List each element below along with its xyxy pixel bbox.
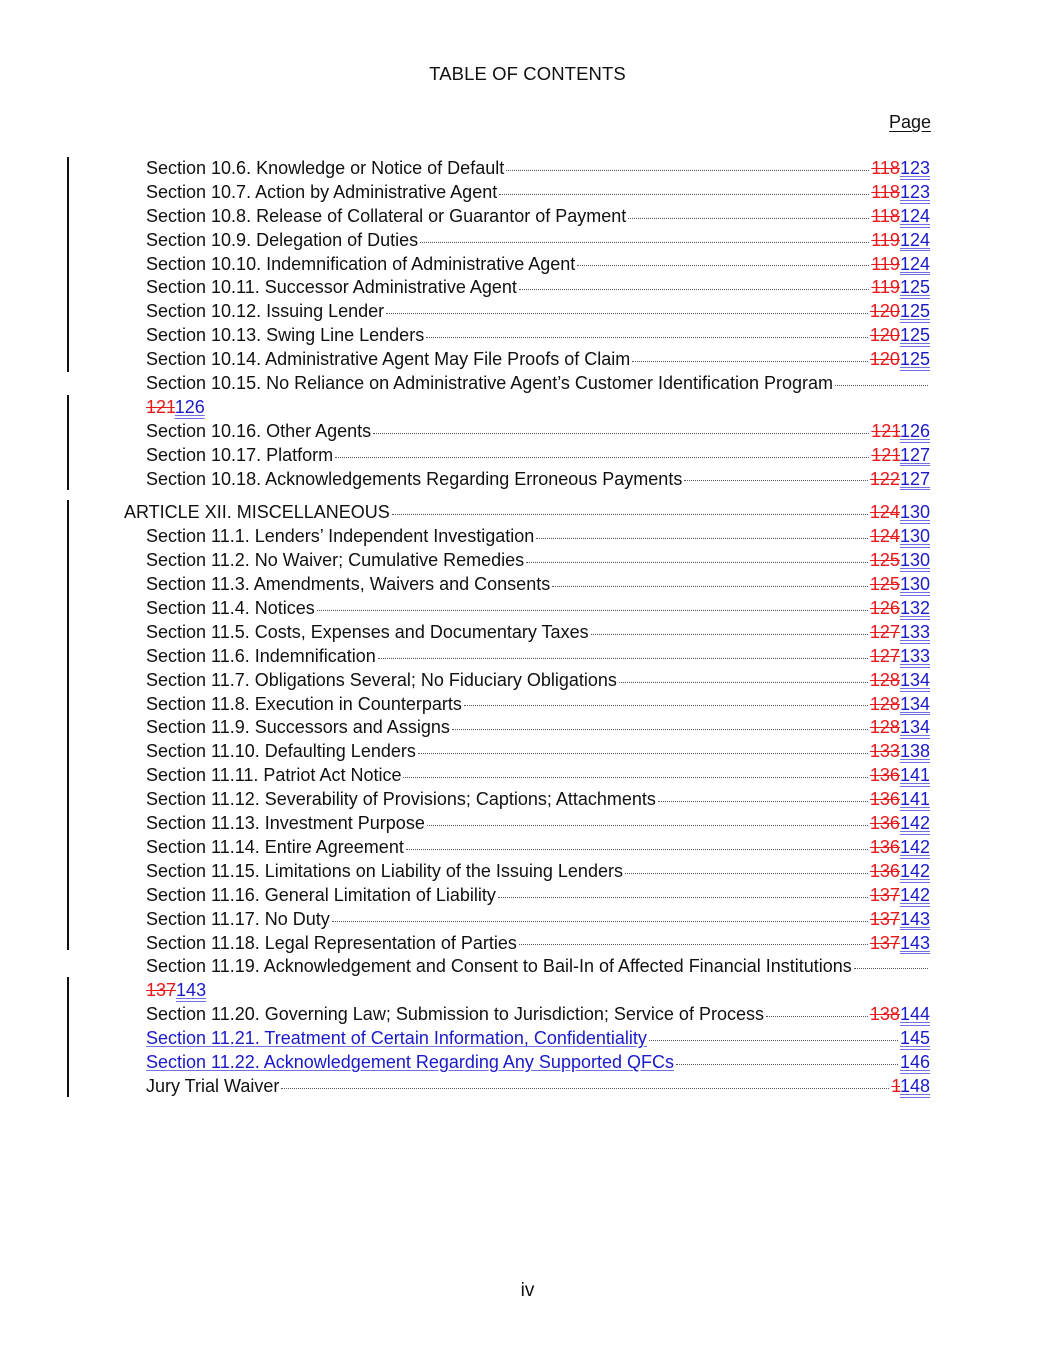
toc-section-entry[interactable] bbox=[0, 1003, 1055, 1027]
entry-label[interactable]: Section 11.8. Execution in Counterparts bbox=[146, 693, 462, 714]
dot-leader bbox=[591, 634, 868, 635]
inserted-page-number: 130 bbox=[899, 574, 930, 595]
dot-leader bbox=[332, 921, 868, 922]
entry-label[interactable]: Section 10.15. No Reliance on Administrative Agent’s Customer Identification Program bbox=[146, 373, 834, 394]
deleted-page-number: 119 bbox=[871, 229, 900, 250]
dot-leader bbox=[658, 801, 868, 802]
page-reference[interactable] bbox=[871, 276, 930, 300]
dot-leader bbox=[766, 1016, 868, 1017]
deleted-page-number: 120 bbox=[869, 301, 900, 322]
page-reference[interactable] bbox=[870, 549, 930, 573]
entry-label[interactable]: Section 10.11. Successor Administrative Agent bbox=[146, 277, 517, 298]
page-reference[interactable] bbox=[870, 597, 930, 621]
deleted-page-number: 137 bbox=[869, 884, 900, 905]
toc-section-entry[interactable] bbox=[0, 693, 1055, 717]
entry-label[interactable]: Section 11.15. Limitations on Liability of the Issuing Lenders bbox=[146, 860, 623, 881]
dot-leader bbox=[536, 538, 868, 539]
entry-label[interactable]: Section 11.9. Successors and Assigns bbox=[146, 717, 450, 738]
dot-leader bbox=[406, 849, 868, 850]
toc-section-entry[interactable] bbox=[0, 908, 1055, 932]
entry-label[interactable]: Section 10.6. Knowledge or Notice of Default bbox=[146, 158, 505, 178]
deleted-page-number: 137 bbox=[869, 908, 900, 929]
page-reference[interactable] bbox=[870, 1003, 930, 1027]
dot-leader bbox=[498, 897, 868, 898]
deleted-page-number: 1 bbox=[891, 1075, 900, 1096]
page-reference[interactable] bbox=[870, 300, 930, 324]
entry-label[interactable]: Section 11.5. Costs, Expenses and Documentary Taxes bbox=[146, 621, 589, 642]
inserted-page-number: 125 bbox=[899, 301, 930, 322]
page-reference[interactable] bbox=[870, 693, 930, 717]
page-reference[interactable] bbox=[870, 348, 930, 372]
entry-label[interactable]: Section 10.13. Swing Line Lenders bbox=[146, 325, 425, 346]
toc-section-entry[interactable] bbox=[0, 764, 1055, 788]
toc-section-entry[interactable] bbox=[0, 1075, 1055, 1099]
entry-label[interactable]: Section 10.7. Action by Administrative Agent bbox=[146, 181, 498, 202]
entry-label[interactable]: Section 11.17. No Duty bbox=[146, 908, 330, 929]
entry-label[interactable]: Section 10.16. Other Agents bbox=[146, 420, 372, 441]
page-reference[interactable] bbox=[870, 764, 930, 788]
dot-leader bbox=[317, 610, 868, 611]
entry-label[interactable]: Section 11.20. Governing Law; Submission to Jurisdiction; Service of Process bbox=[146, 1004, 764, 1025]
deleted-page-number: 118 bbox=[871, 205, 900, 226]
entry-label[interactable]: Section 10.18. Acknowledgements Regarding Erroneous Payments bbox=[146, 468, 683, 489]
dot-leader bbox=[418, 753, 868, 754]
deleted-page-number: 124 bbox=[869, 526, 900, 547]
entry-label[interactable]: Section 11.7. Obligations Several; No Fiduciary Obligations bbox=[146, 669, 617, 690]
dot-leader bbox=[506, 170, 869, 171]
deleted-page-number: 121 bbox=[871, 420, 900, 441]
page-reference[interactable] bbox=[870, 788, 930, 812]
toc-list bbox=[0, 157, 1055, 1099]
entry-label[interactable]: Section 11.6. Indemnification bbox=[146, 645, 376, 666]
entry-label[interactable]: Section 10.8. Release of Collateral or Guarantor of Payment bbox=[146, 205, 627, 226]
inserted-page-number: 134 bbox=[899, 669, 930, 690]
inserted-page-number: 142 bbox=[899, 860, 930, 881]
toc-section-entry[interactable] bbox=[0, 884, 1055, 908]
page-reference[interactable] bbox=[871, 444, 930, 468]
toc-wrapped-page-line[interactable] bbox=[0, 979, 1055, 1003]
deleted-page-number: 120 bbox=[869, 325, 900, 346]
deleted-page-number: 136 bbox=[869, 765, 900, 786]
inserted-page-number: 123 bbox=[899, 181, 930, 202]
inserted-page-number: 124 bbox=[899, 253, 930, 274]
deleted-page-number: 136 bbox=[869, 813, 900, 834]
toc-section-entry[interactable] bbox=[0, 348, 1055, 372]
dot-leader bbox=[335, 457, 869, 458]
toc-section-entry[interactable] bbox=[0, 597, 1055, 621]
inserted-page-number: 126 bbox=[174, 396, 205, 417]
entry-label[interactable]: Section 11.11. Patriot Act Notice bbox=[146, 765, 402, 786]
dot-leader bbox=[386, 313, 868, 314]
deleted-page-number: 118 bbox=[871, 181, 900, 202]
inserted-page-number: 123 bbox=[899, 158, 930, 178]
toc-section-entry[interactable] bbox=[0, 788, 1055, 812]
toc-wrapped-page-line[interactable] bbox=[0, 396, 1055, 420]
deleted-page-number: 128 bbox=[869, 693, 900, 714]
toc-section-entry[interactable] bbox=[0, 716, 1055, 740]
entry-label[interactable]: Section 11.18. Legal Representation of Parties bbox=[146, 932, 517, 953]
inserted-page-number: 125 bbox=[899, 277, 930, 298]
entry-label[interactable]: Section 10.9. Delegation of Duties bbox=[146, 229, 419, 250]
dot-leader bbox=[464, 705, 868, 706]
inserted-page-number: 126 bbox=[899, 420, 930, 441]
deleted-page-number: 125 bbox=[869, 574, 900, 595]
toc-section-entry[interactable] bbox=[0, 955, 1055, 979]
deleted-page-number: 133 bbox=[869, 741, 900, 762]
dot-leader bbox=[835, 385, 928, 386]
toc-section-entry[interactable] bbox=[0, 812, 1055, 836]
inserted-page-number: 144 bbox=[899, 1004, 930, 1025]
inserted-page-number: 143 bbox=[899, 908, 930, 929]
dot-leader bbox=[452, 729, 868, 730]
dot-leader bbox=[526, 562, 868, 563]
toc-section-entry[interactable] bbox=[0, 549, 1055, 573]
inserted-page-number: 148 bbox=[899, 1075, 930, 1096]
toc-section-entry[interactable] bbox=[0, 860, 1055, 884]
dot-leader bbox=[378, 658, 868, 659]
page-reference[interactable] bbox=[870, 932, 930, 956]
inserted-page-number: 142 bbox=[899, 813, 930, 834]
entry-label[interactable]: Section 11.2. No Waiver; Cumulative Remedies bbox=[146, 550, 525, 571]
toc-section-entry[interactable] bbox=[0, 468, 1055, 492]
deleted-page-number: 119 bbox=[871, 253, 900, 274]
toc-section-entry[interactable] bbox=[0, 157, 1055, 181]
inserted-page-number: 130 bbox=[899, 550, 930, 571]
toc-section-entry[interactable] bbox=[0, 181, 1055, 205]
page-reference[interactable] bbox=[870, 884, 930, 908]
toc-section-entry[interactable] bbox=[0, 444, 1055, 468]
deleted-page-number: 125 bbox=[869, 550, 900, 571]
inserted-page-number: 138 bbox=[899, 741, 930, 762]
toc-section-entry[interactable] bbox=[0, 573, 1055, 597]
dot-leader bbox=[676, 1064, 898, 1065]
dot-leader bbox=[392, 514, 868, 515]
page-reference[interactable] bbox=[891, 1075, 930, 1099]
toc-section-entry[interactable] bbox=[0, 525, 1055, 549]
inserted-page-number: 125 bbox=[899, 349, 930, 370]
page-column-header: Page bbox=[888, 112, 931, 132]
inserted-page-number: 130 bbox=[899, 526, 930, 547]
inserted-page-number: 143 bbox=[899, 932, 930, 953]
entry-label[interactable]: Section 11.13. Investment Purpose bbox=[146, 813, 425, 834]
page-reference[interactable] bbox=[900, 1027, 930, 1051]
entry-label[interactable]: Section 11.22. Acknowledgement Regarding Any Supported QFCs bbox=[146, 1051, 674, 1072]
entry-label[interactable]: Section 11.1. Lenders’ Independent Investigation bbox=[146, 526, 535, 547]
dot-leader bbox=[628, 218, 869, 219]
deleted-page-number: 128 bbox=[869, 669, 900, 690]
page-reference[interactable] bbox=[870, 716, 930, 740]
page-reference[interactable] bbox=[870, 501, 930, 525]
deleted-page-number: 138 bbox=[869, 1004, 900, 1025]
deleted-page-number: 126 bbox=[869, 598, 900, 619]
entry-label[interactable]: Section 11.12. Severability of Provisions; Captions; Attachments bbox=[146, 789, 656, 810]
inserted-page-number: 132 bbox=[899, 598, 930, 619]
dot-leader bbox=[619, 682, 868, 683]
page-reference[interactable] bbox=[870, 525, 930, 549]
page-reference[interactable] bbox=[870, 812, 930, 836]
toc-section-entry[interactable] bbox=[0, 740, 1055, 764]
deleted-page-number: 124 bbox=[869, 502, 900, 523]
inserted-page-number: 133 bbox=[899, 645, 930, 666]
dot-leader bbox=[519, 944, 868, 945]
entry-label[interactable]: Section 11.3. Amendments, Waivers and Consents bbox=[146, 574, 551, 595]
toc-article-entry[interactable] bbox=[0, 501, 1055, 525]
page-number: iv bbox=[520, 1280, 535, 1301]
toc-section-entry[interactable] bbox=[0, 300, 1055, 324]
page-reference[interactable] bbox=[870, 468, 930, 492]
toc-title: TABLE OF CONTENTS bbox=[429, 63, 626, 84]
deleted-page-number: 122 bbox=[869, 468, 900, 489]
inserted-page-number: 143 bbox=[176, 980, 207, 1001]
inserted-page-number: 130 bbox=[899, 502, 930, 523]
toc-section-entry[interactable] bbox=[0, 932, 1055, 956]
deleted-page-number: 119 bbox=[871, 277, 900, 298]
toc-section-entry[interactable] bbox=[0, 229, 1055, 253]
entry-label[interactable]: Section 11.19. Acknowledgement and Consent to Bail-In of Affected Financial Institutions bbox=[146, 956, 852, 977]
dot-leader bbox=[649, 1040, 898, 1041]
dot-leader bbox=[552, 586, 868, 587]
deleted-page-number: 120 bbox=[869, 349, 900, 370]
deleted-page-number: 136 bbox=[869, 789, 900, 810]
toc-section-entry[interactable] bbox=[0, 420, 1055, 444]
inserted-page-number: 142 bbox=[899, 836, 930, 857]
dot-leader bbox=[426, 337, 868, 338]
dot-leader bbox=[373, 433, 869, 434]
deleted-page-number: 137 bbox=[869, 932, 900, 953]
page-reference[interactable] bbox=[870, 740, 930, 764]
dot-leader bbox=[281, 1088, 889, 1089]
toc-section-entry[interactable] bbox=[0, 669, 1055, 693]
entry-label[interactable]: Jury Trial Waiver bbox=[146, 1075, 280, 1096]
inserted-page-number: 145 bbox=[899, 1028, 930, 1049]
inserted-page-number: 146 bbox=[899, 1051, 930, 1072]
page-reference[interactable] bbox=[871, 205, 930, 229]
inserted-page-number: 124 bbox=[899, 229, 930, 250]
entry-label[interactable]: Section 11.4. Notices bbox=[146, 598, 315, 619]
entry-label[interactable]: Section 11.16. General Limitation of Liability bbox=[146, 884, 496, 905]
deleted-page-number: 121 bbox=[871, 444, 900, 465]
dot-leader bbox=[632, 361, 868, 362]
inserted-page-number: 141 bbox=[899, 789, 930, 810]
page-reference[interactable] bbox=[146, 396, 205, 420]
entry-label[interactable]: Section 10.14. Administrative Agent May File Proofs of Claim bbox=[146, 349, 631, 370]
entry-label[interactable]: ARTICLE XII. MISCELLANEOUS bbox=[124, 502, 390, 523]
page-reference[interactable] bbox=[870, 324, 930, 348]
entry-label[interactable]: Section 10.10. Indemnification of Administrative Agent bbox=[146, 253, 576, 274]
inserted-page-number: 125 bbox=[899, 325, 930, 346]
page-reference[interactable] bbox=[871, 157, 930, 181]
inserted-page-number: 133 bbox=[899, 621, 930, 642]
dot-leader bbox=[420, 242, 869, 243]
deleted-page-number: 127 bbox=[869, 621, 900, 642]
dot-leader bbox=[427, 825, 868, 826]
entry-label[interactable]: Section 10.17. Platform bbox=[146, 444, 334, 465]
page-reference[interactable] bbox=[871, 420, 930, 444]
dot-leader bbox=[625, 873, 868, 874]
deleted-page-number: 121 bbox=[146, 396, 175, 417]
toc-section-entry[interactable] bbox=[0, 1027, 1055, 1051]
deleted-page-number: 137 bbox=[146, 980, 177, 1001]
toc-section-entry[interactable] bbox=[0, 253, 1055, 277]
inserted-page-number: 134 bbox=[899, 693, 930, 714]
dot-leader bbox=[403, 777, 867, 778]
page-reference[interactable] bbox=[871, 253, 930, 277]
dot-leader bbox=[684, 480, 868, 481]
toc-section-entry[interactable] bbox=[0, 1051, 1055, 1075]
inserted-page-number: 142 bbox=[899, 884, 930, 905]
toc-section-entry[interactable] bbox=[0, 276, 1055, 300]
deleted-page-number: 136 bbox=[869, 836, 900, 857]
page-reference[interactable] bbox=[870, 908, 930, 932]
inserted-page-number: 127 bbox=[899, 444, 930, 465]
toc-section-entry[interactable] bbox=[0, 324, 1055, 348]
dot-leader bbox=[854, 968, 928, 969]
toc-section-entry[interactable] bbox=[0, 205, 1055, 229]
dot-leader bbox=[499, 194, 869, 195]
deleted-page-number: 128 bbox=[869, 717, 900, 738]
toc-section-entry[interactable] bbox=[0, 836, 1055, 860]
page-reference[interactable] bbox=[870, 621, 930, 645]
deleted-page-number: 136 bbox=[869, 860, 900, 881]
entry-label[interactable]: Section 11.14. Entire Agreement bbox=[146, 836, 404, 857]
page-reference[interactable] bbox=[870, 860, 930, 884]
page-reference[interactable] bbox=[871, 181, 930, 205]
deleted-page-number: 118 bbox=[871, 158, 900, 178]
entry-label[interactable]: Section 10.12. Issuing Lender bbox=[146, 301, 385, 322]
page-reference[interactable] bbox=[870, 645, 930, 669]
page-reference[interactable] bbox=[900, 1051, 930, 1075]
page-reference[interactable] bbox=[871, 229, 930, 253]
entry-label[interactable]: Section 11.21. Treatment of Certain Information, Confidentiality bbox=[146, 1028, 647, 1049]
dot-leader bbox=[577, 265, 869, 266]
page-reference[interactable] bbox=[870, 669, 930, 693]
entry-label[interactable]: Section 11.10. Defaulting Lenders bbox=[146, 741, 416, 762]
inserted-page-number: 141 bbox=[899, 765, 930, 786]
inserted-page-number: 127 bbox=[899, 468, 930, 489]
inserted-page-number: 124 bbox=[899, 205, 930, 226]
page-reference[interactable] bbox=[870, 836, 930, 860]
toc-section-entry[interactable] bbox=[0, 372, 1055, 396]
inserted-page-number: 134 bbox=[899, 717, 930, 738]
page-reference[interactable] bbox=[146, 979, 206, 1003]
page-reference[interactable] bbox=[870, 573, 930, 597]
dot-leader bbox=[519, 289, 869, 290]
deleted-page-number: 127 bbox=[869, 645, 900, 666]
toc-section-entry[interactable] bbox=[0, 621, 1055, 645]
toc-section-entry[interactable] bbox=[0, 645, 1055, 669]
